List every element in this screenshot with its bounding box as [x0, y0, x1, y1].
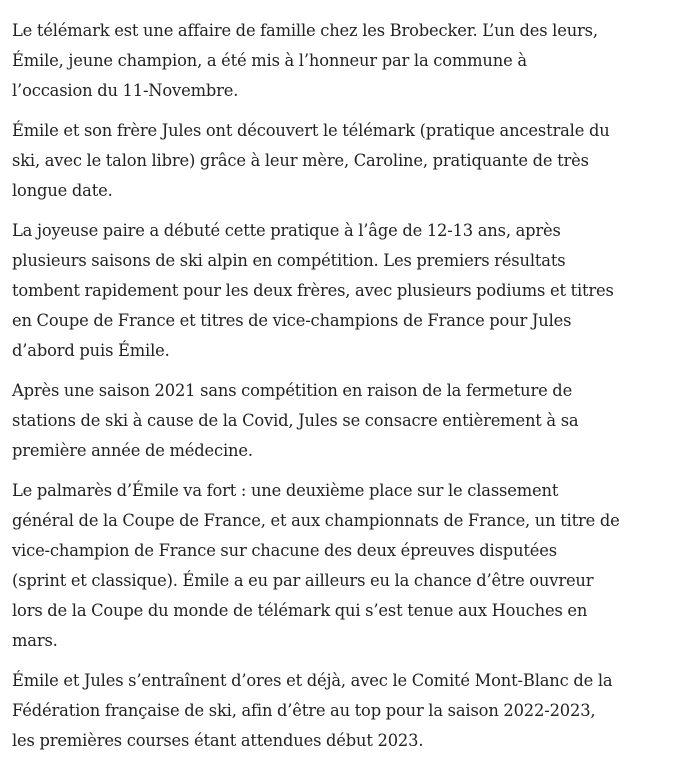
text-line: La joyeuse paire a débuté cette pratique à l’âge de 12-13 ans, après [12, 221, 561, 240]
text-line: Émile et son frère Jules ont découvert le télémark (pratique ancestrale du [12, 121, 610, 140]
paragraph-entrainement [12, 666, 612, 756]
text-line: vice-champion de France sur chacune des deux épreuves disputées [12, 541, 557, 560]
article-body [12, 16, 620, 766]
text-line: l’occasion du 11-Novembre. [12, 81, 239, 100]
text-line: (sprint et classique). Émile a eu par ailleurs eu la chance d’être ouvreur [12, 571, 594, 590]
text-line: mars. [12, 631, 58, 650]
text-line: ski, avec le talon libre) grâce à leur mère, Caroline, pratiquante de très [12, 151, 589, 170]
paragraph-palmares [12, 476, 620, 656]
text-line: Après une saison 2021 sans compétition en raison de la fermeture de [12, 381, 573, 400]
text-line: Émile, jeune champion, a été mis à l’honneur par la commune à [12, 51, 527, 70]
text-line: en Coupe de France et titres de vice-champions de France pour Jules [12, 311, 572, 330]
text-line: Fédération française de ski, afin d’être au top pour la saison 2022-2023, [12, 701, 596, 720]
text-line: Le palmarès d’Émile va fort : une deuxième place sur le classement [12, 481, 559, 500]
text-line: lors de la Coupe du monde de télémark qui s’est tenue aux Houches en [12, 601, 588, 620]
paragraph-decouverte [12, 116, 612, 206]
text-line: plusieurs saisons de ski alpin en compétition. Les premiers résultats [12, 251, 566, 270]
text-line: Émile et Jules s’entraînent d’ores et déjà, avec le Comité Mont-Blanc de la [12, 671, 613, 690]
text-line: les premières courses étant attendues début 2023. [12, 731, 424, 750]
paragraph-debuts [12, 216, 612, 366]
text-line: d’abord puis Émile. [12, 341, 170, 360]
text-line: tombent rapidement pour les deux frères, avec plusieurs podiums et titres [12, 281, 614, 300]
paragraph-saison-2021 [12, 376, 612, 466]
paragraph-famille [12, 16, 612, 106]
text-line: Le télémark est une affaire de famille chez les Brobecker. L’un des leurs, [12, 21, 598, 40]
text-line: longue date. [12, 181, 113, 200]
text-line: première année de médecine. [12, 441, 253, 460]
text-line: stations de ski à cause de la Covid, Jules se consacre entièrement à sa [12, 411, 579, 430]
text-line: général de la Coupe de France, et aux championnats de France, un titre de [12, 511, 620, 530]
